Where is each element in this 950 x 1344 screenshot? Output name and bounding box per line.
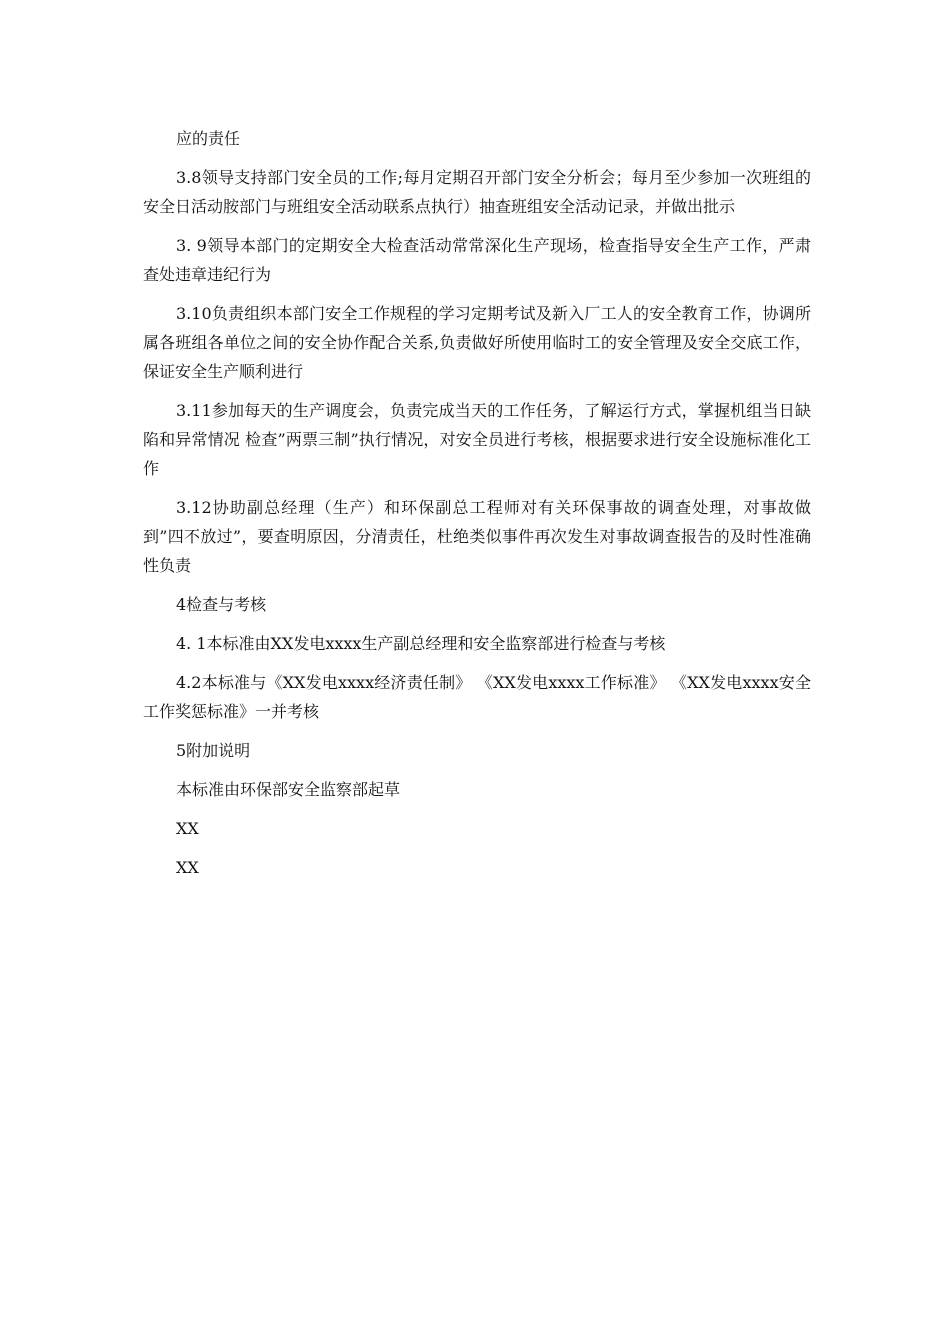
document-body xyxy=(143,124,811,892)
paragraph-3-10: 3.10负责组织本部门安全工作规程的学习定期考试及新入厂工人的安全教育工作，协调所属各班组各单位之间的安全协作配合关系,负责做好所使用临时工的安全管理及安全交底工作，保证安全生产顺利进行 xyxy=(143,304,811,381)
section-heading-4: 4检查与考核 xyxy=(176,595,267,614)
paragraph-3-12: 3.12协助副总经理（生产）和环保副总工程师对有关环保事故的调查处理，对事故做到”四不放过”，要查明原因，分清责任，杜绝类似事件再次发生对事故调查报告的及时性准确性负责 xyxy=(143,498,811,575)
paragraph-3-9: 3. 9领导本部门的定期安全大检查活动常常深化生产现场，检查指导安全生产工作，严肃查处违章违纪行为 xyxy=(143,236,811,284)
paragraph-responsibility-end: 应的责任 xyxy=(176,129,241,148)
paragraph-3-8: 3.8领导支持部门安全员的工作;每月定期召开部门安全分析会；每月至少参加一次班组的安全日活动胺部门与班组安全活动联系点执行）抽查班组安全活动记录，并做出批示 xyxy=(143,168,811,216)
paragraph-4-1: 4. 1本标准由XX发电xxxx生产副总经理和安全监察部进行检查与考核 xyxy=(176,634,666,653)
signature-line-2: XX xyxy=(176,858,199,877)
paragraph-4-2: 4.2本标准与《XX发电xxxx经济责任制》 《XX发电xxxx工作标准》 《XX发电xxxx安全工作奖惩标准》一并考核 xyxy=(143,673,811,721)
section-heading-5: 5附加说明 xyxy=(176,741,251,760)
paragraph-3-11: 3.11参加每天的生产调度会，负责完成当天的工作任务，了解运行方式，掌握机组当日缺陷和异常情况 检查”两票三制”执行情况，对安全员进行考核，根据要求进行安全设施标准化工作 xyxy=(143,401,811,478)
signature-line-1: XX xyxy=(176,819,199,838)
paragraph-drafted-by: 本标准由环保部安全监察部起草 xyxy=(176,780,401,799)
